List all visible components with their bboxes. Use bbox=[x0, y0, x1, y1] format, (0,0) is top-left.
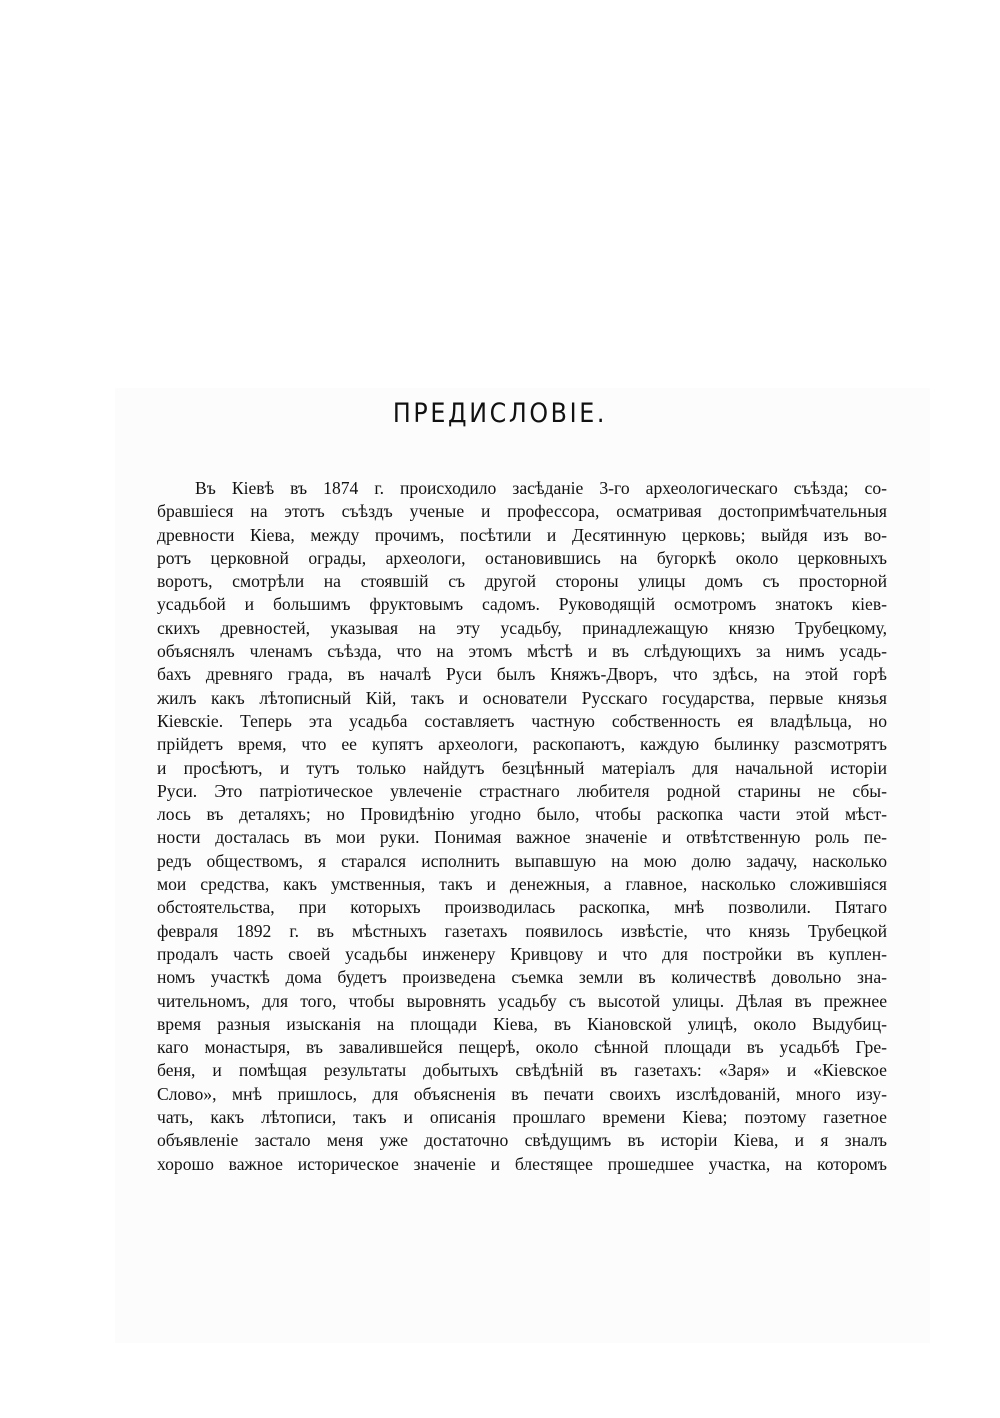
text-line: бравшіеся на этотъ съѣздъ ученые и профессора, осматривая достопримѣчательныя bbox=[157, 501, 887, 522]
text-line: объяснялъ членамъ съѣзда, что на этомъ мѣстѣ и въ слѣдующихъ за нимъ усадь- bbox=[157, 641, 887, 662]
text-line: объявленіе застало меня уже достаточно свѣдущимъ въ исторіи Кіева, и я зналъ bbox=[157, 1130, 887, 1151]
text-line: Въ Кіевѣ въ 1874 г. происходило засѣданіе 3-го археологическаго съѣзда; со- bbox=[195, 478, 887, 498]
text-line: бахъ древняго града, въ началѣ Руси былъ Княжъ-Дворъ, что здѣсь, на этой горѣ bbox=[157, 664, 887, 685]
text-line: обстоятельства, при которыхъ производилась раскопка, мнѣ позволили. Пятаго bbox=[157, 897, 887, 918]
text-line: и просѣютъ, и тутъ только найдутъ безцѣнный матеріалъ для начальной исторіи bbox=[157, 757, 887, 778]
text-line: скихъ древностей, указывая на эту усадьбу, принадлежащую князю Трубецкому, bbox=[157, 617, 887, 638]
text-line: воротъ, смотрѣли на стоявшій съ другой стороны улицы домъ съ просторной bbox=[157, 571, 887, 592]
text-line: февраля 1892 г. въ мѣстныхъ газетахъ появилось извѣстіе, что князь Трубецкой bbox=[157, 920, 887, 941]
text-line: хорошо важное историческое значеніе и блестящее прошедшее участка, на которомъ bbox=[157, 1153, 887, 1174]
text-line: номъ участкѣ дома будетъ произведена съемка земли въ количествѣ довольно зна- bbox=[157, 967, 887, 988]
text-line: чать, какъ лѣтописи, такъ и описанія прошлаго времени Кіева; поэтому газетное bbox=[157, 1107, 887, 1128]
text-line: усадьбой и большимъ фруктовымъ садомъ. Руководящій осмотромъ знатокъ кіев- bbox=[157, 594, 887, 615]
text-line: Слово», мнѣ пришлось, для объясненія въ печати своихъ изслѣдованій, много изу- bbox=[157, 1083, 887, 1104]
text-line: ротъ церковной ограды, археологи, остановившись на бугоркѣ около церковныхъ bbox=[157, 547, 887, 568]
text-line: беня, и помѣщая результаты добытыхъ свѣдѣній въ газетахъ: «Заря» и «Кіевское bbox=[157, 1060, 887, 1081]
text-line: ности досталась въ мои руки. Понимая важное значеніе и отвѣтственную роль пе- bbox=[157, 827, 887, 848]
text-line: каго монастыря, въ завалившейся пещерѣ, около сѣнной площади въ усадьбѣ Гре- bbox=[157, 1037, 887, 1058]
text-line: древности Кіева, между прочимъ, посѣтили и Десятинную церковь; выйдя изъ во- bbox=[157, 524, 887, 545]
text-line: Кіевскіе. Теперь эта усадьба составляетъ частную собственность ея владѣльца, но bbox=[157, 710, 887, 731]
text-line: редъ обществомъ, я старался исполнить выпавшую на мою долю задачу, насколько bbox=[157, 850, 887, 871]
text-line: прійдетъ время, что ее купятъ археологи, раскопаютъ, каждую былинку разсмотрятъ bbox=[157, 734, 887, 755]
text-line: жилъ какъ лѣтописный Кій, такъ и основатели Русскаго государства, первые князья bbox=[157, 687, 887, 708]
text-line: время разныя изысканія на площади Кіева, въ Кіановской улицѣ, около Выдубиц- bbox=[157, 1013, 887, 1034]
text-line: чительномъ, для того, чтобы выровнять усадьбу съ высотой улицы. Дѣлая въ прежнее bbox=[157, 990, 887, 1011]
text-line: продалъ часть своей усадьбы инженеру Кривцову и что для постройки въ куплен- bbox=[157, 943, 887, 964]
page-title: ПРЕДИСЛОВIЕ. bbox=[392, 398, 608, 429]
text-line: Руси. Это патріотическое увлеченіе страстнаго любителя родной старины не сбы- bbox=[157, 780, 887, 801]
body-text bbox=[157, 477, 887, 1176]
text-line: лось въ деталяхъ; но Провидѣнію угодно было, чтобы раскопка части этой мѣст- bbox=[157, 804, 887, 825]
text-line: мои средства, какъ умственныя, такъ и денежныя, а главное, насколько сложившіяся bbox=[157, 874, 887, 895]
